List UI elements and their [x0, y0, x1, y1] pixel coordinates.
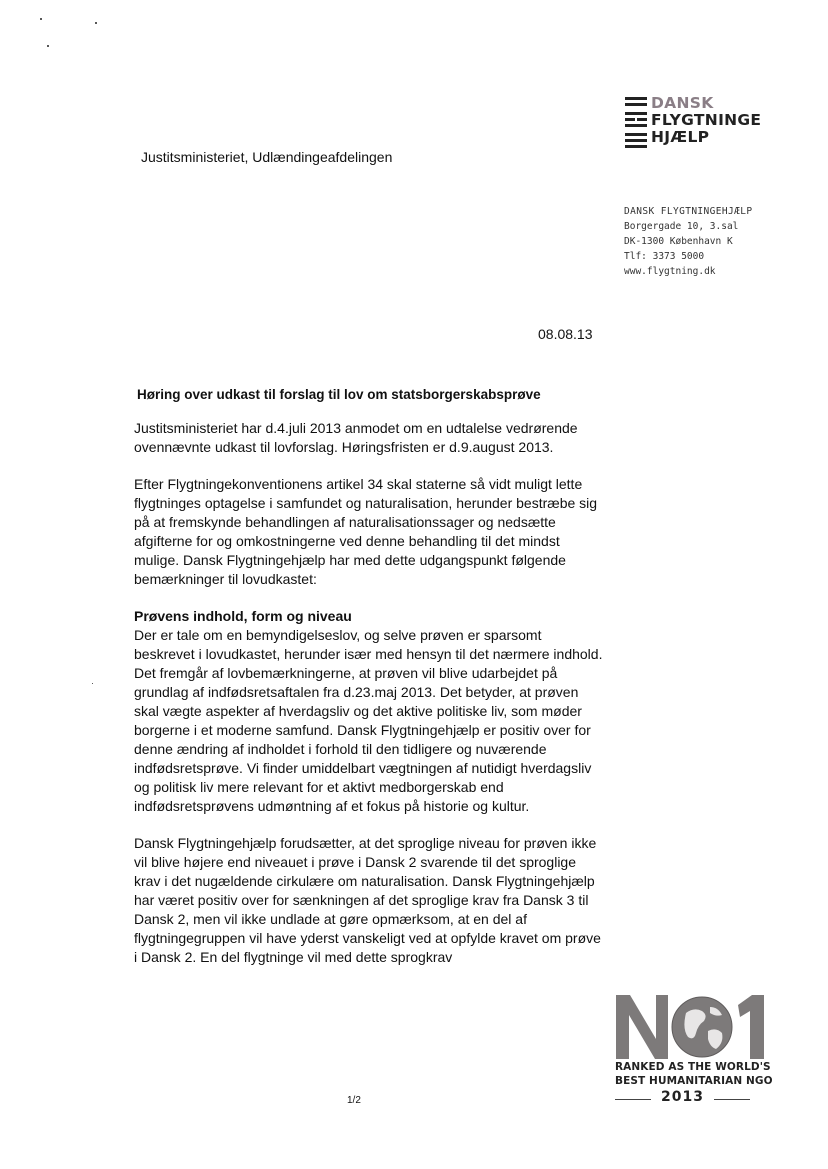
- logo-line-flygtninge: FLYGTNINGE: [651, 111, 762, 129]
- letter-body: [134, 385, 604, 985]
- badge-line-1: RANKED AS THE WORLD'S: [615, 1061, 771, 1073]
- scan-speck: [92, 683, 93, 684]
- paragraph-3: Der er tale om en bemyndigelseslov, og selve prøven er sparsomt beskrevet i lovudkastet, herunder især med hensyn til det nærmere indhold.: [134, 627, 603, 662]
- dfh-logo-mark-icon: [625, 97, 647, 149]
- no1-globe-icon: [612, 985, 772, 1065]
- badge-year: 2013: [661, 1089, 704, 1105]
- paragraph-4: Det fremgår af lovbemærkningerne, at prøven vil blive udarbejdet på grundlag af indfødsretsaftalen fra d.23.maj 2013. Det betyder, at prøven skal vægte aspekter af hverdagsliv og det aktive politiske liv, som møder borgerne i et moderne samfund. Dansk Flygtningehjælp er positiv over for denne ændring af indholdet i forhold til den tidligere og nuværende indfødsretsprøve. Vi finder umiddelbart vægtningen af nutidigt hverdagsliv og politisk liv mere relevant for et aktivt medborgerskab end indfødsretsprøvens udmøntning af et fokus på historie og kultur.: [134, 665, 592, 814]
- organization-logo: [625, 95, 785, 155]
- address-web: www.flygtning.dk: [624, 266, 716, 277]
- paragraph-1: Justitsministeriet har d.4.juli 2013 anmodet om en udtalelse vedrørende ovennævnte udkast til lovforslag. Høringsfristen er d.9.august 2013.: [134, 420, 578, 455]
- badge-year-row: [615, 1089, 750, 1109]
- page-number: 1/2: [347, 1095, 361, 1106]
- ranking-badge: [612, 985, 772, 1115]
- paragraph-5: Dansk Flygtningehjælp forudsætter, at det sproglige niveau for prøven ikke vil blive højere end niveauet i prøve i Dansk 2 svarende til det sproglige krav i det nugældende cirkulære om naturalisation. Dansk Flygtningehjælp har været positiv over for sænkningen af det sproglige krav fra Dansk 3 til Dansk 2, men vil ikke undlade at gøre opmærksom, at en del af flygtningegruppen vil have yderst vanskeligt ved at opfylde kravet om prøve i Dansk 2. En del flygtninge vil med dette sprogkrav: [134, 835, 601, 965]
- letter-date: 08.08.13: [538, 326, 593, 342]
- address-phone: Tlf: 3373 5000: [624, 251, 705, 262]
- logo-line-hjaelp: HJÆLP: [651, 128, 710, 146]
- scan-speck: [95, 22, 97, 24]
- badge-line-2: BEST HUMANITARIAN NGO: [615, 1075, 773, 1087]
- letter-title: Høring over udkast til forslag til lov om statsborgerskabsprøve: [137, 387, 541, 402]
- recipient: Justitsministeriet, Udlændingeafdelingen: [141, 149, 393, 165]
- address-city: DK-1300 København K: [624, 236, 733, 247]
- sender-address: [624, 204, 753, 279]
- scan-speck: [47, 45, 49, 47]
- address-street: Borgergade 10, 3.sal: [624, 221, 739, 232]
- address-org: DANSK FLYGTNINGEHJÆLP: [624, 206, 753, 217]
- paragraph-2: Efter Flygtningekonventionens artikel 34 skal staterne så vidt muligt lette flygtninges optagelse i samfundet og naturalisation, herunder bestræbe sig på at fremskynde behandlingen af naturalisationssager og nedsætte afgifterne for og omkostningerne ved denne behandling til det mindst mulige. Dansk Flygtningehjælp har med dette udgangspunkt følgende bemærkninger til lovudkastet:: [134, 476, 598, 587]
- scan-speck: [40, 18, 42, 20]
- section-heading: Prøvens indhold, form og niveau: [134, 608, 352, 624]
- badge-rule-right: [714, 1099, 750, 1100]
- logo-line-dansk: DANSK: [651, 94, 714, 112]
